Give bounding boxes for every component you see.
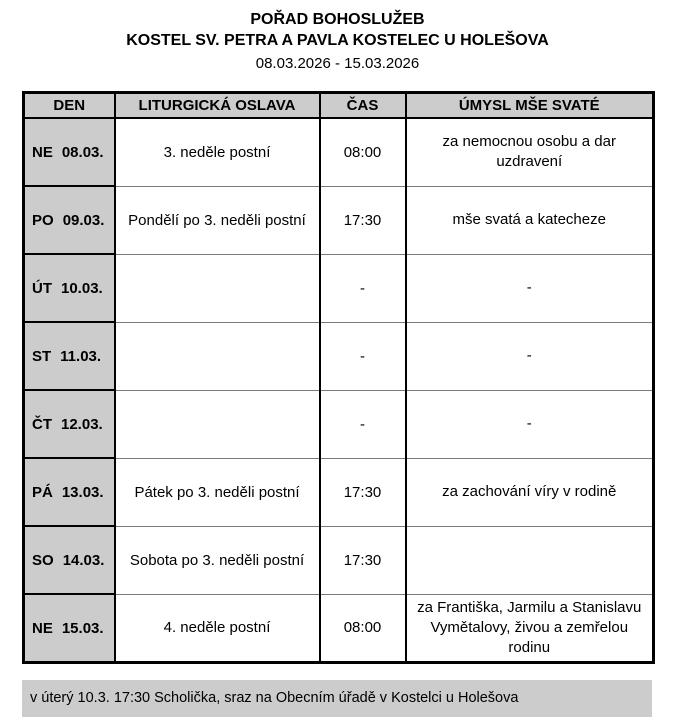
table-row	[24, 322, 654, 390]
day-cell	[24, 458, 115, 526]
table-row	[24, 526, 654, 594]
celebration-cell: Sobota po 3. neděli postní	[115, 526, 320, 594]
day-abbr: ÚT	[32, 279, 52, 297]
intention-cell: za nemocnou osobu a dar uzdravení	[406, 118, 654, 186]
day-cell	[24, 254, 115, 322]
table-row	[24, 594, 654, 663]
day-abbr: SO	[32, 551, 54, 569]
service-schedule-table	[22, 91, 655, 664]
celebration-cell: 4. neděle postní	[115, 594, 320, 663]
intention-cell: mše svatá a katecheze	[406, 186, 654, 254]
day-abbr: ČT	[32, 415, 52, 433]
announcement-note: v úterý 10.3. 17:30 Scholička, sraz na Obecním úřadě v Kostelci u Holešova	[22, 680, 652, 717]
celebration-cell: Pondělí po 3. neděli postní	[115, 186, 320, 254]
day-date: 08.03.	[61, 143, 104, 161]
column-header-celebration: LITURGICKÁ OSLAVA	[115, 93, 320, 119]
day-date: 13.03.	[61, 483, 104, 501]
intention-cell: -	[406, 322, 654, 390]
document-header	[0, 0, 675, 74]
day-abbr: NE	[32, 619, 53, 637]
time-cell: 17:30	[320, 526, 406, 594]
table-row	[24, 254, 654, 322]
time-cell: 08:00	[320, 118, 406, 186]
celebration-cell: 3. neděle postní	[115, 118, 320, 186]
table-row	[24, 458, 654, 526]
day-cell	[24, 186, 115, 254]
day-date: 14.03.	[62, 551, 105, 569]
day-date: 15.03.	[61, 619, 104, 637]
time-cell: 17:30	[320, 186, 406, 254]
day-cell	[24, 390, 115, 458]
table-row	[24, 186, 654, 254]
date-range: 08.03.2026 - 15.03.2026	[255, 55, 420, 72]
time-cell: 08:00	[320, 594, 406, 663]
intention-cell: -	[406, 390, 654, 458]
church-name: KOSTEL SV. PETRA A PAVLA KOSTELEC U HOLEŠOVA	[126, 32, 549, 49]
celebration-cell: Pátek po 3. neděli postní	[115, 458, 320, 526]
celebration-cell	[115, 254, 320, 322]
day-cell	[24, 118, 115, 186]
time-cell: 17:30	[320, 458, 406, 526]
day-abbr: ST	[32, 347, 52, 365]
table-header-row	[24, 93, 654, 119]
day-date: 09.03.	[62, 211, 105, 229]
intention-cell	[406, 526, 654, 594]
intention-cell: za Františka, Jarmilu a Stanislavu Vymětalovy, živou a zemřelou rodinu	[406, 594, 654, 663]
table-row	[24, 390, 654, 458]
time-cell: -	[320, 390, 406, 458]
day-date: 10.03.	[61, 279, 103, 297]
table-row	[24, 118, 654, 186]
day-abbr: NE	[32, 143, 53, 161]
column-header-day: DEN	[24, 93, 115, 119]
day-cell	[24, 322, 115, 390]
intention-cell: -	[406, 254, 654, 322]
intention-cell: za zachování víry v rodině	[406, 458, 654, 526]
column-header-time: ČAS	[320, 93, 406, 119]
day-date: 12.03.	[61, 415, 103, 433]
time-cell: -	[320, 322, 406, 390]
day-cell	[24, 594, 115, 663]
time-cell: -	[320, 254, 406, 322]
day-cell	[24, 526, 115, 594]
celebration-cell	[115, 390, 320, 458]
celebration-cell	[115, 322, 320, 390]
page-title: POŘAD BOHOSLUŽEB	[250, 11, 425, 28]
day-abbr: PO	[32, 211, 54, 229]
day-abbr: PÁ	[32, 483, 53, 501]
day-date: 11.03.	[60, 347, 102, 365]
column-header-intention: ÚMYSL MŠE SVATÉ	[406, 93, 654, 119]
